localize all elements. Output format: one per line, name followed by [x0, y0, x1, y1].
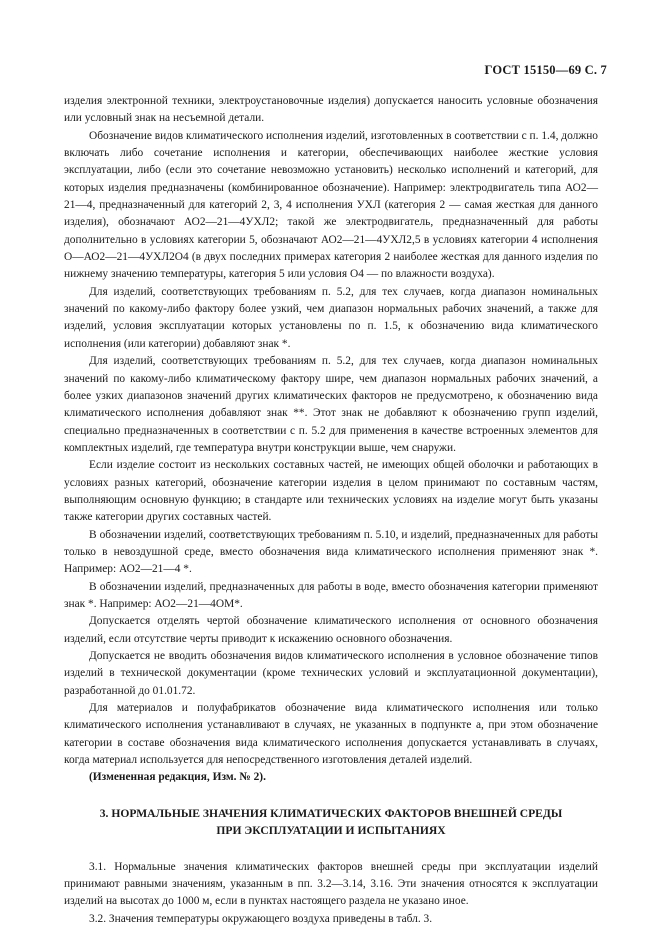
section-title-line-2: ПРИ ЭКСПЛУАТАЦИИ И ИСПЫТАНИЯХ [216, 823, 446, 837]
body-text [64, 93, 598, 928]
paragraph-3-2: 3.2. Значения температуры окружающего воздуха приведены в табл. 3. [89, 912, 433, 925]
paragraph-3-1: 3.1. Нормальные значения климатических факторов внешней среды при эксплуатации изделий принимают равными значениям, указанным в пп. 3.2—3.14, 3.16. Эти значения относятся к эксплуатации изделий на высотах до 1000 м, если в пунктах настоящего раздела не указано иное. [64, 860, 598, 908]
paragraph-non-air-medium: В обозначении изделий, соответствующих требованиям п. 5.10, и изделий, предназначенных для работы только в невоздушной среде, вместо обозначения вида климатического исполнения применяют знак *. Например: АО2—21—4 *. [64, 528, 598, 576]
section-title [64, 805, 598, 839]
paragraph-designation: Обозначение видов климатического исполнения изделий, изготовленных в соответствии с п. 1.4, должно включать либо сочетание исполнения и категории, обеспечивающих наиболее жесткие условия эксплуатации, либо (если это сочетание невозможно установить) несколько исполнений и категорий, для которых изделия предназначены (комбинированное обозначение). Например: электродвигатель типа АО2—21—4, предназначенный для категорий 2, 3, 4 исполнения УХЛ (категория 2 — самая жесткая для данного изделия), обозначают АО2—21—4УХЛ2; такой же электродвигатель, предназначенный для работы дополнительно в условиях категории 5, обозначают АО2—21—4УХЛ2,5 в условиях категории 4 исполнения О—АО2—21—4УХЛ2О4 (в двух последних примерах категория 2 наиболее жесткая для данного изделия по нижнему значению температуры, категория 5 или условия О4 — по влажности воздуха). [64, 129, 598, 281]
paragraph-water: В обозначении изделий, предназначенных для работы в воде, вместо обозначения категории применяют знак *. Например: АО2—21—4ОМ*. [64, 580, 598, 610]
paragraph-dash-separator: Допускается отделять чертой обозначение климатического исполнения от основного обозначения изделий, если отсутствие черты приводит к искажению основного обозначения. [64, 615, 598, 645]
section-title-line-1: 3. НОРМАЛЬНЫЕ ЗНАЧЕНИЯ КЛИМАТИЧЕСКИХ ФАКТОРОВ ВНЕШНЕЙ СРЕДЫ [99, 806, 563, 820]
paragraph-wide-range: Для изделий, соответствующих требованиям п. 5.2, для тех случаев, когда диапазон номинальных значений по какому-либо климатическому фактору шире, чем диапазон нормальных рабочих значений, а более узких диапазонов значений других климатических факторов не предусмотрено, к обозначению вида климатического исполнения добавляют знак **. Этот знак не добавляют к обозначению групп изделий, специально предназначенных в соответствии с п. 5.2 для применения в качестве встроенных элементов для комплектных изделий, где температура внутри конструкции выше, чем снаружи. [64, 355, 598, 454]
paragraph-narrow-range: Для изделий, соответствующих требованиям п. 5.2, для тех случаев, когда диапазон номинальных значений по какому-либо фактору более узкий, чем диапазон нормальных рабочих значений, а также для изделий, условия эксплуатации которых установлены по п. 1.5, к обозначению вида климатического исполнения (или категории) добавляют знак *. [64, 285, 598, 350]
running-header: ГОСТ 15150—69 С. 7 [484, 63, 607, 77]
paragraph-composite-product: Если изделие состоит из нескольких составных частей, не имеющих общей оболочки и работающих в условиях разных категорий, обозначение категории изделия в целом принимают по составным частям, выполняющим основную функцию; в стандарте или технических условиях на изделие могут быть указаны также категории других составных частей. [64, 459, 598, 524]
paragraph-continuation: изделия электронной техники, электроустановочные изделия) допускается наносить условные обозначения или условный знак на несъемной детали. [64, 95, 598, 125]
revision-note: (Измененная редакция, Изм. № 2). [89, 771, 266, 784]
paragraph-legacy-docs: Допускается не вводить обозначения видов климатического исполнения в условное обозначение типов изделий в технической документации (кроме технических условий и эксплуатационной документации), разработанной до 01.01.72. [64, 650, 598, 697]
paragraph-materials: Для материалов и полуфабрикатов обозначение вида климатического исполнения или только климатического исполнения устанавливают в случаях, не указанных в подпункте а, при этом обозначение категории в составе обозначения вида климатического исполнения допускается устанавливать в случаях, когда материал используется для непосредственного изготовления деталей изделий. [64, 702, 598, 767]
